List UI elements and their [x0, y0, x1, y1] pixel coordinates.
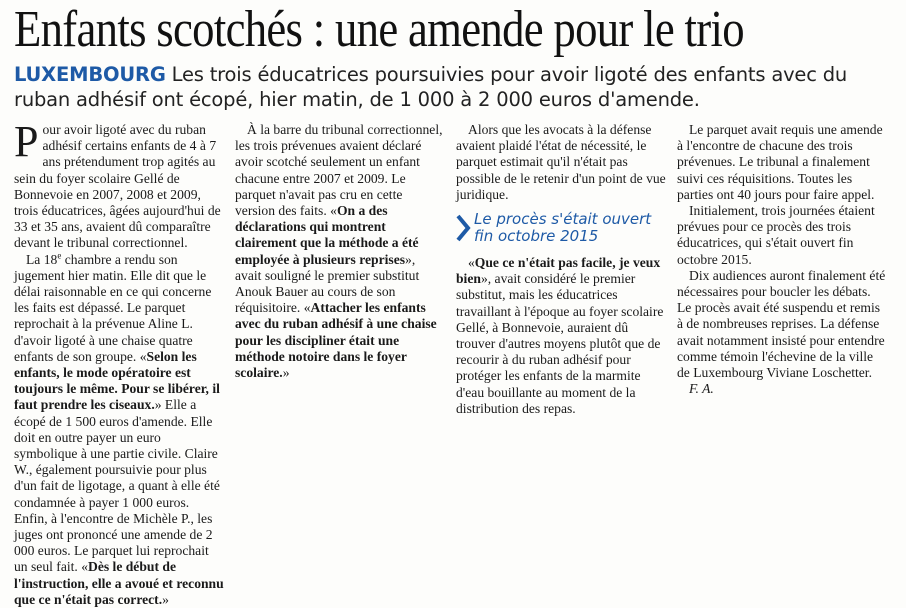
- kicker: LUXEMBOURG: [14, 63, 166, 86]
- paragraph-7: Initialement, trois journées étaient prévues pour ce procès des trois éducatrices, qui s'était ouvert fin octobre 2015.: [677, 203, 875, 267]
- deck-text: Les trois éducatrices poursuivies pour avoir ligoté des enfants avec du ruban adhésif ont écopé, hier matin, de 1 000 à 2 000 euros d'amende.: [14, 63, 848, 111]
- subhead: [456, 211, 666, 245]
- paragraph-5: «Que ce n'était pas facile, je veux bien», avait considéré le premier substitut, mais les éducatrices travaillant à l'époque au foyer scolaire Gellé, à Bonnevoie, auraient dû trouver d'autres moyens plutôt que de recourir à du ruban adhésif pour protéger les enfants de la marmite d'eau bouillante au moment de la distribution des repas.: [456, 255, 664, 416]
- chevron-right-icon: [456, 214, 470, 242]
- headline: Enfants scotchés : une amende pour le trio: [14, 1, 744, 58]
- dropcap: P: [14, 117, 39, 166]
- paragraph-1: Pour avoir ligoté avec du ruban adhésif certains enfants de 4 à 7 ans prétendument trop agités au sein du foyer scolaire Gellé de Bonnevoie en 2007, 2008 et 2009, trois éducatrices, âgées aujourd'hui de 33 et 35 ans, avaient dû comparaître devant le tribunal correctionnel.: [14, 117, 221, 251]
- column-2: [235, 122, 445, 456]
- paragraph-2: La 18e chambre a rendu son jugement hier matin. Elle dit que le délai raisonnable en ce qui concerne les faits est dépassé. Le parquet reprochait à la prévenue Aline L. d'avoir ligoté à une chaise quatre enfants de son groupe. «Selon les enfants, le mode opératoire est toujours le même. Pour se libérer, il faut prendre les ciseaux.» Elle a écopé de 1 500 euros d'amende. Elle doit en outre payer un euro symbolique à une partie civile. Claire W., également poursuivie pour plus d'un fait de ligotage, a quant à elle été condamnée à payer 1 000 euros. Enfin, à l'encontre de Michèle P., les juges ont prononcé une amende de 2 000 euros. Le parquet lui reprochait un seul fait. «Dès le début de l'instruction, elle a avoué et reconnu que ce n'était pas correct.»: [14, 250, 224, 607]
- deck: [14, 62, 894, 112]
- article-body: [14, 117, 892, 607]
- paragraph-6: Le parquet avait requis une amende à l'encontre de chacune des trois prévenues. Le tribunal a finalement suivi ces réquisitions. Toutes les parties ont 40 jours pour faire appel.: [677, 122, 883, 202]
- paragraph-8: Dix audiences auront finalement été nécessaires pour boucler les débats. Le procès avait été suspendu et remis à de nombreuses reprises. La défense avait notamment insisté pour entendre comme témoin l'échevine de la ville de Luxembourg Viviane Loschetter.: [677, 267, 886, 381]
- column-1: [14, 117, 224, 607]
- subhead-text: Le procès s'était ouvert fin octobre 2015: [474, 210, 652, 246]
- column-4: [677, 122, 887, 456]
- signature: F. A.: [689, 381, 714, 397]
- paragraph-3: À la barre du tribunal correctionnel, les trois prévenues avaient déclaré avoir scotché seulement un enfant chacune entre 2007 et 2009. Le parquet n'avait pas cru en cette version des faits. «On a des déclarations qui montrent clairement que la méthode a été employée à plusieurs reprises», avait souligné le premier substitut Anouk Bauer au cours de son réquisitoire. «Attacher les enfants avec du ruban adhésif à une chaise pour les discipliner était une méthode notoire dans le foyer scolaire.»: [235, 122, 443, 381]
- paragraph-4: Alors que les avocats à la défense avaient plaidé l'état de nécessité, le parquet estimait qu'il n'était pas possible de le retenir d'un point de vue juridique.: [456, 122, 666, 202]
- column-3: [456, 122, 666, 456]
